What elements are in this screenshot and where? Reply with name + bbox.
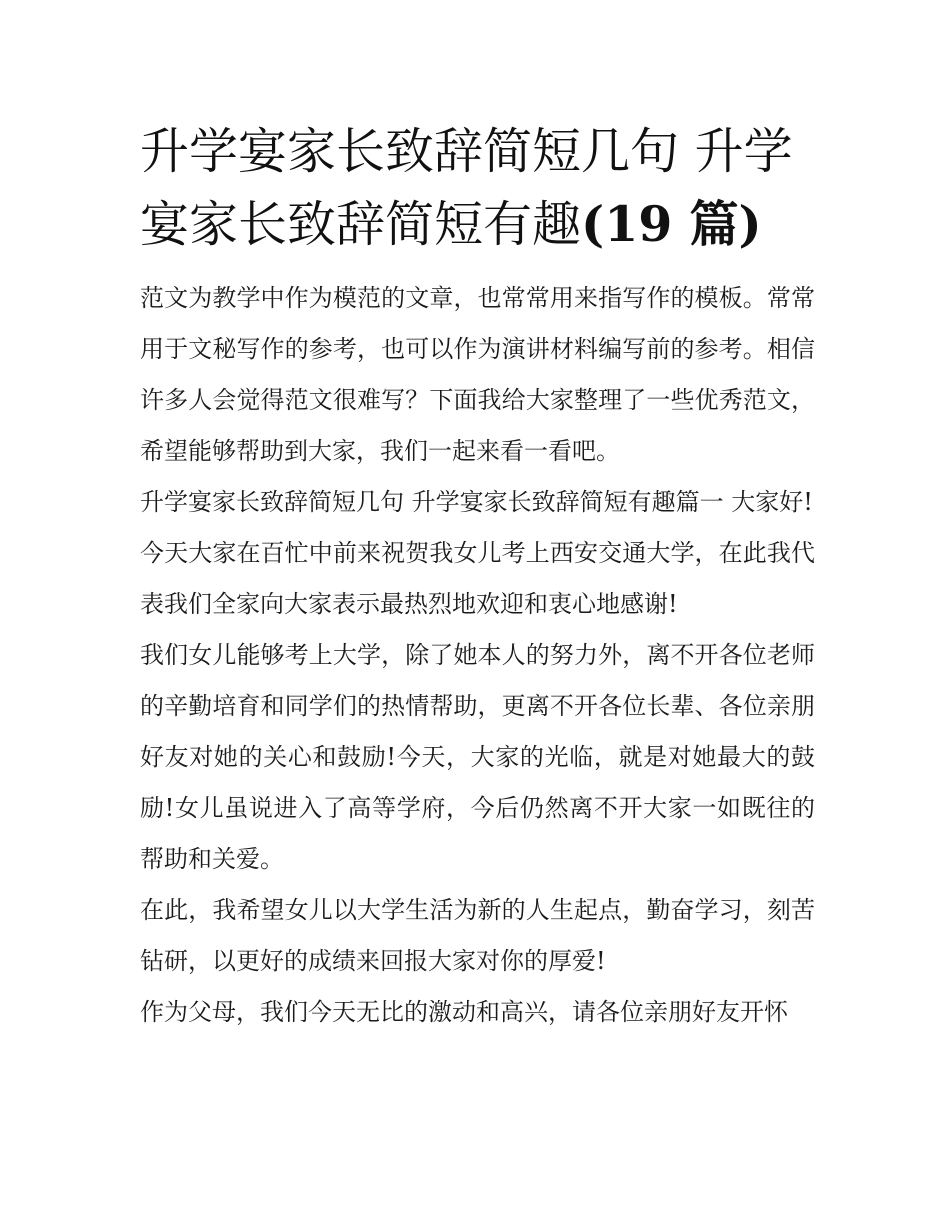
paragraph-hope: 在此，我希望女儿以大学生活为新的人生起点，勤奋学习，刻苦钻研，以更好的成绩来回报大家对你的厚爱! [140, 896, 815, 975]
title-text: 升学宴家长致辞简短几句 升学宴家长致辞简短有趣 [140, 123, 793, 253]
paragraph-thanks: 我们女儿能够考上大学，除了她本人的努力外，离不开各位老师的辛勤培育和同学们的热情帮助，更离不开各位长辈、各位亲朋好友对她的关心和鼓励!今天，大家的光临，就是对她最大的鼓励!女儿虽说进入了高等学府，今后仍然离不开大家一如既往的帮助和关爱。 [140, 641, 815, 873]
paragraph-parents: 作为父母，我们今天无比的激动和高兴，请各位亲朋好友开怀 [140, 998, 788, 1026]
paragraph-welcome: 今天大家在百忙中前来祝贺我女儿考上西安交通大学，在此我代表我们全家向大家表示最热烈地欢迎和衷心地感谢! [140, 539, 815, 618]
paragraph-intro: 范文为教学中作为模范的文章，也常常用来指写作的模板。常常用于文秘写作的参考，也可以作为演讲材料编写前的参考。相信许多人会觉得范文很难写？下面我给大家整理了一些优秀范文，希望能够帮助到大家，我们一起来看一看吧。 [140, 284, 815, 465]
document-title [140, 116, 820, 261]
document-body [140, 273, 815, 1038]
title-count: (19 篇) [581, 195, 762, 253]
paragraph-heading-greeting: 升学宴家长致辞简短几句 升学宴家长致辞简短有趣篇一 大家好! [140, 488, 813, 516]
